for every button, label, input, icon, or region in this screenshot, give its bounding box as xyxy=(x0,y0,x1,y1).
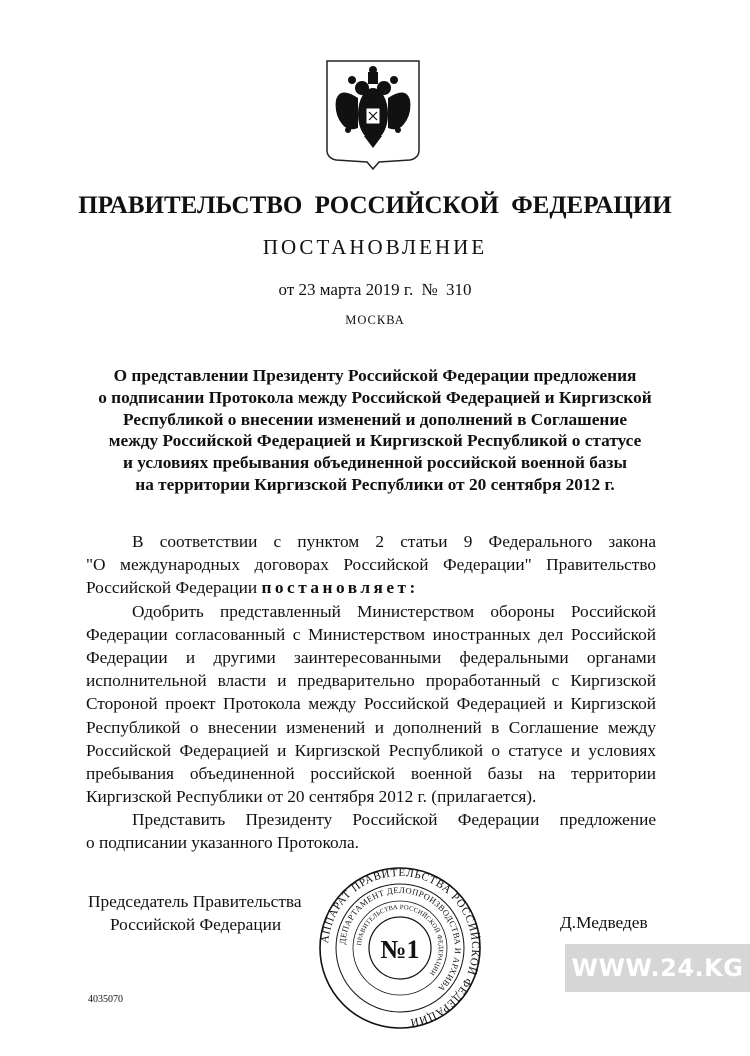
preamble-line: В соответствии с пунктом 2 статьи 9 Федерального закона xyxy=(132,532,656,551)
preamble-text: Российской Федерации xyxy=(86,578,258,598)
document-body xyxy=(86,530,656,855)
signatory-position xyxy=(88,890,302,936)
watermark: WWW.24.KG xyxy=(565,944,750,992)
document-date-number xyxy=(0,280,750,300)
subject-line: о подписании Протокола между Российской Федерацией и Киргизской xyxy=(98,387,652,407)
subject-line: и условиях пребывания объединенной российской военной базы xyxy=(123,453,627,473)
document-code: 4035070 xyxy=(88,994,123,1005)
number-sign: № xyxy=(421,280,438,299)
subject-line: между Российской Федерацией и Киргизской Республикой о статусе xyxy=(108,431,642,451)
paragraph1-line: Одобрить представленный Министерством обороны Российской xyxy=(132,601,656,621)
document-date: от 23 марта 2019 г. xyxy=(278,280,414,299)
city: МОСКВА xyxy=(345,313,405,327)
paragraph2-line: о подписании указанного Протокола. xyxy=(86,833,359,853)
document-subject xyxy=(60,365,690,496)
subject-line: на территории Киргизской Республики от 20 сентября 2012 г. xyxy=(135,474,615,494)
decree-word: постановляет: xyxy=(261,578,419,598)
stamp-outer-text: АППАРАТ ПРАВИТЕЛЬСТВА РОССИЙСКОЙ ФЕДЕРАЦИИ xyxy=(319,866,482,1029)
paragraph1-line: Федерации и другими заинтересованными федеральными органами xyxy=(86,647,656,667)
paragraph1-line: Российской Федерацией и Киргизской Республикой о статусе и условиях xyxy=(86,740,656,760)
government-title: ПРАВИТЕЛЬСТВО РОССИЙСКОЙ ФЕДЕРАЦИИ xyxy=(78,192,672,219)
paragraph2-line: Представить Президенту Российской Федерации предложение xyxy=(132,810,656,830)
subject-line: О представлении Президенту Российской Федерации предложения xyxy=(113,366,637,385)
official-seal-stamp xyxy=(318,866,482,1030)
signatory-position-line: Российской Федерации xyxy=(110,915,282,934)
preamble-line-final xyxy=(86,576,656,599)
russian-coat-of-arms-icon xyxy=(324,58,422,172)
preamble-line: "О международных договорах Российской Федерации" Правительство xyxy=(86,555,656,575)
paragraph1-line: исполнительной власти и предварительно проработанный с Киргизской xyxy=(86,671,656,691)
stamp-core-text: ПРАВИТЕЛЬСТВА РОССИЙСКОЙ ФЕДЕРАЦИИ xyxy=(356,903,445,977)
paragraph1-line: Стороной проект Протокола между Российской Федерацией и Киргизской xyxy=(86,694,656,714)
paragraph1-line: Киргизской Республики от 20 сентября 2012 г. (прилагается). xyxy=(86,787,537,807)
stamp-center-number: №1 xyxy=(380,935,420,964)
document-number: 310 xyxy=(445,280,472,299)
paragraph1-line: пребывания объединенной российской военной базы на территории xyxy=(86,763,656,783)
paragraph1-line: Республикой о внесении изменений и дополнений в Соглашение между xyxy=(86,717,656,737)
document-type: ПОСТАНОВЛЕНИЕ xyxy=(262,235,488,259)
stamp-inner-text: ДЕПАРТАМЕНТ ДЕЛОПРОИЗВОДСТВА И АРХИВА xyxy=(337,884,464,994)
signatory-position-line: Председатель Правительства xyxy=(88,892,302,911)
signatory-name: Д.Медведев xyxy=(560,913,648,932)
subject-line: Республикой о внесении изменений и дополнений в Соглашение xyxy=(122,409,628,429)
paragraph1-line: Федерации согласованный с Министерством иностранных дел Российской xyxy=(86,624,656,644)
